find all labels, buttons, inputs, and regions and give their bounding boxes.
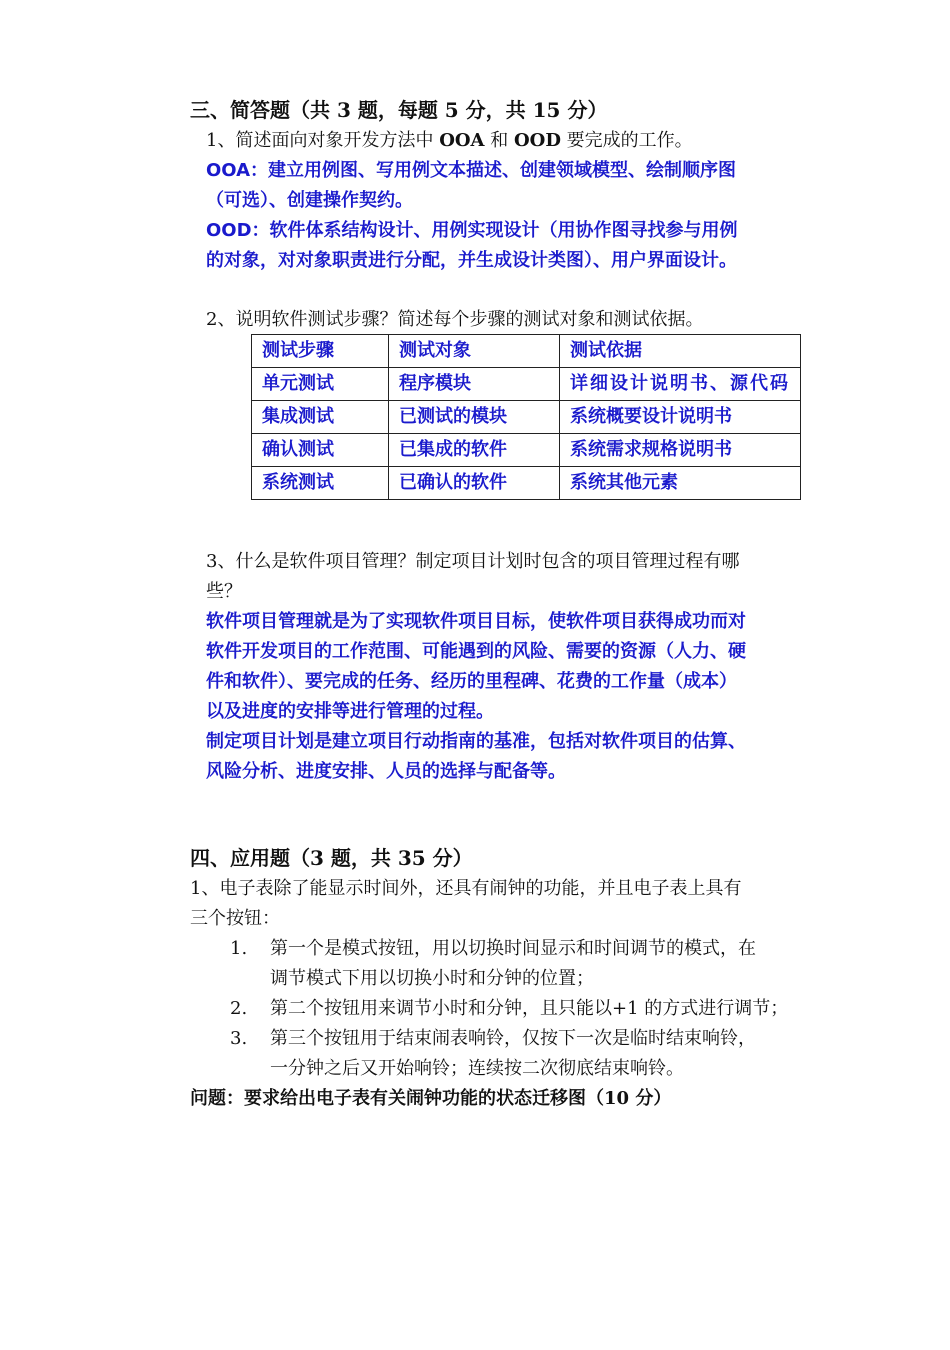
q1-term-ood: OOD: [513, 130, 561, 151]
table-header-cell: 测试对象: [389, 335, 560, 368]
table-cell: 系统其他元素: [560, 467, 801, 500]
q2-question: 2、说明软件测试步骤？简述每个步骤的测试对象和测试依据。: [206, 309, 704, 330]
q1-question: [206, 129, 693, 153]
q1-answer-line: OOA：建立用例图、写用例文本描述、创建领域模型、绘制顺序图: [206, 160, 737, 181]
q1-term-ooa: OOA: [439, 130, 485, 151]
list-item-text: 第一个是模式按钮，用以切换时间显示和时间调节的模式，在: [270, 938, 756, 959]
list-item-text: 第二个按钮用来调节小时和分钟，且只能以+1 的方式进行调节；: [270, 998, 789, 1019]
q1-answer-line: OOD：软件体系结构设计、用例实现设计（用协作图寻找参与用例: [206, 220, 738, 241]
q3-answer-line: 风险分析、进度安排、人员的选择与配备等。: [206, 761, 566, 782]
section4-heading: 四、应用题（3 题，共 35 分）: [190, 846, 473, 870]
q3-answer-line: 件和软件）、要完成的任务、经历的里程碑、花费的工作量（成本）: [206, 671, 737, 692]
section3-heading: 三、简答题（共 3 题，每题 5 分，共 15 分）: [190, 98, 608, 122]
table-row: [252, 401, 801, 434]
table-cell: 单元测试: [252, 368, 389, 401]
table-row: [252, 434, 801, 467]
list-item-number: 3.: [230, 1028, 248, 1049]
q3-question-line: 些？: [206, 581, 242, 602]
table-row: [252, 368, 801, 401]
table-cell: 已确认的软件: [389, 467, 560, 500]
list-item-text: 调节模式下用以切换小时和分钟的位置；: [270, 968, 594, 989]
q3-answer-line: 制定项目计划是建立项目行动指南的基准，包括对软件项目的估算、: [206, 731, 746, 752]
q1-prefix: 1、简述面向对象开发方法中: [206, 130, 440, 151]
table-cell: 程序模块: [389, 368, 560, 401]
table-cell: 系统测试: [252, 467, 389, 500]
table-header-cell: 测试依据: [560, 335, 801, 368]
q1-answer-line: （可选）、创建操作契约。: [206, 190, 413, 211]
table-header-cell: 测试步骤: [252, 335, 389, 368]
q1-middle: 和: [484, 130, 514, 151]
table-cell: 详细设计说明书、源代码: [560, 368, 801, 401]
q1-suffix: 要完成的工作。: [560, 130, 693, 151]
q3-question-line: 3、什么是软件项目管理？制定项目计划时包含的项目管理过程有哪: [206, 551, 740, 572]
table-cell: 确认测试: [252, 434, 389, 467]
q3-answer-line: 以及进度的安排等进行管理的过程。: [206, 701, 494, 722]
table-cell: 系统需求规格说明书: [560, 434, 801, 467]
test-steps-table: [251, 334, 801, 500]
s4-q1-intro-line: 1、电子表除了能显示时间外，还具有闹钟的功能，并且电子表上具有: [190, 878, 742, 899]
table-cell: 已集成的软件: [389, 434, 560, 467]
list-item-number: 2.: [230, 998, 248, 1019]
s4-q1-intro-line: 三个按钮：: [190, 908, 280, 929]
q1-answer-line: 的对象，对对象职责进行分配，并生成设计类图）、用户界面设计。: [206, 250, 737, 271]
table-header-row: [252, 335, 801, 368]
list-item-text: 一分钟之后又开始响铃；连续按二次彻底结束响铃。: [270, 1058, 684, 1079]
table-cell: 系统概要设计说明书: [560, 401, 801, 434]
table-row: [252, 467, 801, 500]
q3-answer-line: 软件开发项目的工作范围、可能遇到的风险、需要的资源（人力、硬: [206, 641, 746, 662]
list-item-text: 第三个按钮用于结束闹表响铃，仅按下一次是临时结束响铃，: [270, 1028, 756, 1049]
list-item-number: 1.: [230, 938, 248, 959]
q3-answer-line: 软件项目管理就是为了实现软件项目目标，使软件项目获得成功而对: [206, 611, 746, 632]
table-cell: 集成测试: [252, 401, 389, 434]
s4-q1-problem: 问题：要求给出电子表有关闹钟功能的状态迁移图（10 分）: [190, 1088, 672, 1109]
table-cell: 已测试的模块: [389, 401, 560, 434]
